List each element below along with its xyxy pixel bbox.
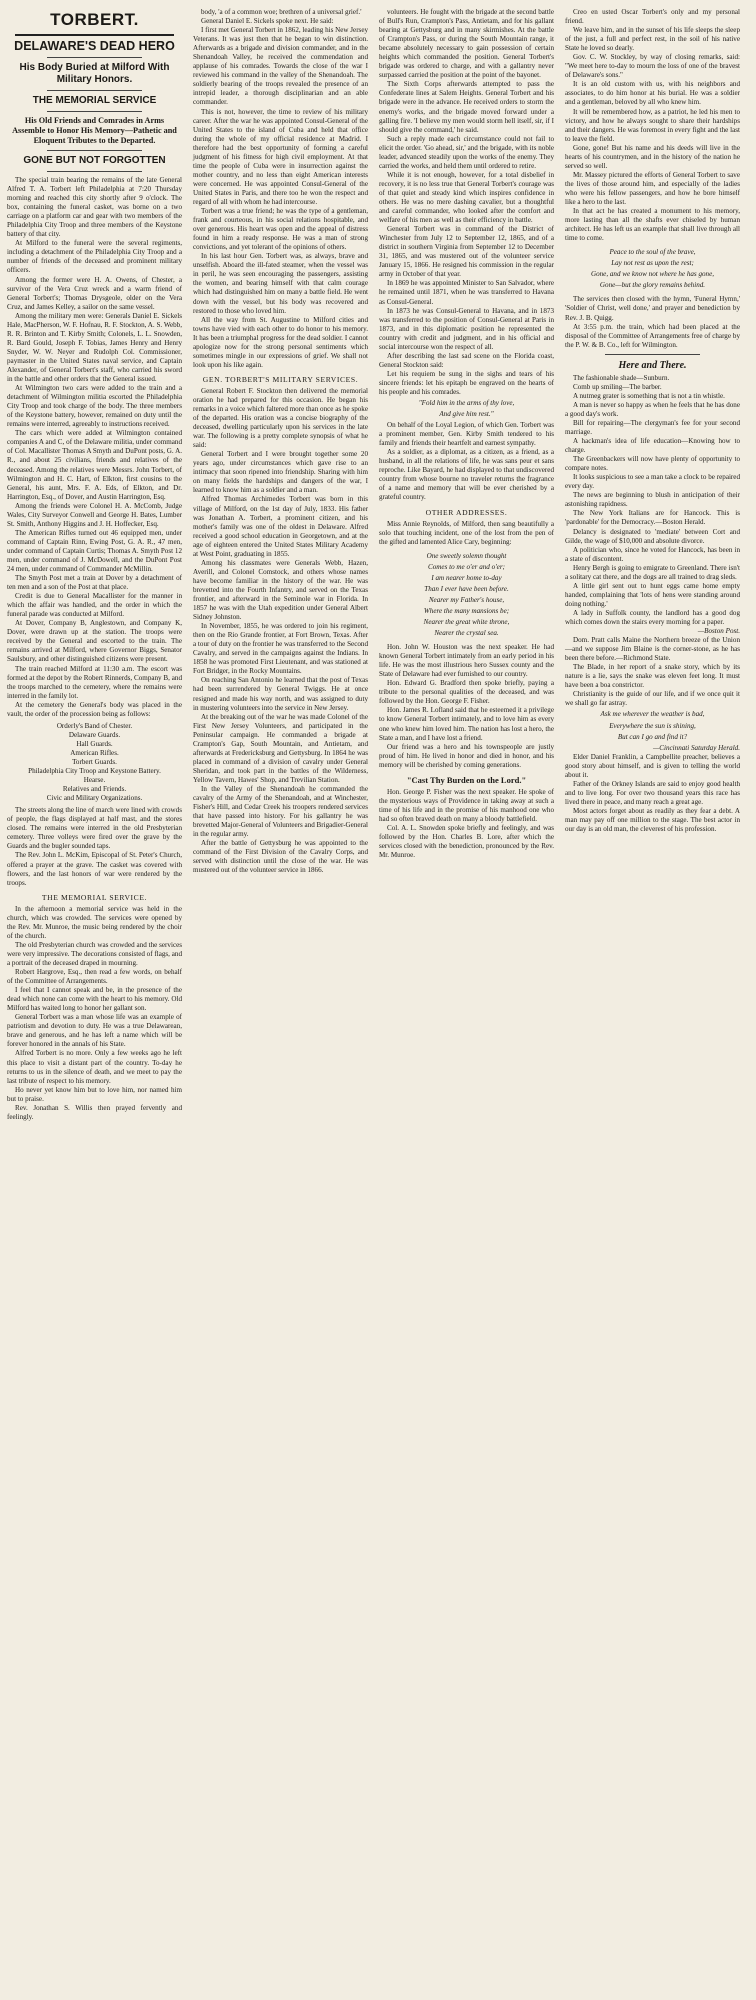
section-heading: OTHER ADDRESSES. [425,507,508,517]
paragraph: At Milford to the funeral were the several regiments, including a detachment of the Philadelphia City Troop and a number of friends of the deceased and prominent military officers. [7,239,182,275]
divider [47,171,142,172]
paragraph: Torbert was a true friend; he was the type of a gentleman, frank and courteous, in his social relations hospitable, and over generous. His heart was open and the appeal of distress found in him a ready response. He was a man of strong convictions, and yet tolerant of the opinions of others. [193,207,368,252]
paragraph: Rev. Jonathan S. Willis then prayed fervently and feelingly. [7,1103,182,1121]
paragraph: Alfred Thomas Archimedes Torbert was born in this village of Milford, on the 1st day of July, 1833. His father was Jonathan A. Torbert, a prominent citizen, and his mother's family was one of the oldest in Delaware. Alfred received a good school education in Georgetown, and at the age of eighteen entered the United States Military Academy at West Point, graduating in 1855. [193,495,368,558]
procession-item: Civic and Military Organizations. [46,794,143,803]
verse-line: Nearer the great white throne, [423,618,510,626]
verse-line: Nearer the crystal sea. [434,629,499,638]
paragraph: Col. A. L. Snowden spoke briefly and feelingly, and was followed by the Hon. Charles B. Lore, after which the services closed with the benediction, pronounced by the Rev. Mr. Munroe. [379,823,554,860]
paragraph: In 1869 he was appointed Minister to San Salvador, where he remained until 1871, when he was transferred to Havana as Consul-General. [379,279,554,306]
verse-line: Than I ever have been before. [424,584,509,593]
headline-3: THE MEMORIAL SERVICE [32,95,157,106]
paragraph: General Torbert and I were brought together some 20 years ago, under circumstances which gave rise to an intimacy that soon ripened into friendship. Sharing with him on many fields the hardships and dangers of the war, I learned to know him as a soldier and a man. [193,450,368,495]
paragraph: We leave him, and in the sunset of his life sleeps the sleep of the just, a full and perfect rest, in the soil of his native State he loved so dearly. [565,26,740,53]
paragraph: The news are beginning to blush in anticipation of their astonishing rapidness. [565,491,740,509]
paragraph: A man is never so happy as when he feels that he has done a good day's work. [565,400,740,418]
paragraph: Hon. James R. Lofland said that he esteemed it a privilege to know General Torbert intimately, and to love him as every one who knew him loved him. The nation has lost a hero, the State a man, and I have lost a friend. [379,706,554,742]
paragraph: On behalf of the Loyal Legion, of which Gen. Torbert was a prominent member, Gen. Kirby Smith tendered to his family and friends their heartfelt and earnest sympathy. [379,421,554,448]
paragraph: While it is not enough, however, for a total disbelief in recovery, it is no less true that General Torbert's courage was of that quiet and steady kind which inspires confidence in others. He was no mere dashing cavalier, but a thoughtful and careful commander, who looked after the comfort and welfare of his men as well as their efficiency in battle. [379,170,554,225]
paragraph: It is an old custom with us, with his neighbors and associates, to do him honor at his burial. He was a soldier and a gentleman, beloved by all who knew him. [565,80,740,107]
paragraph: Creo en usted Oscar Torbert's only and my personal friend. [565,8,740,26]
paragraph: At the cemetery the General's body was placed in the vault, the order of the procession being as follows: [7,700,182,718]
paragraph: Comb up smiling—The barber. [573,382,662,391]
paragraph: The services then closed with the hymn, 'Funeral Hymn,' 'Soldier of Christ, well done,' and prayer and benediction by Rev. J. B. Quigg. [565,295,740,322]
paragraph: At the breaking out of the war he was made Colonel of the First New Jersey Volunteers, and participated in the Peninsular campaign. He commanded a brigade at Crampton's Gap, South Mountain, and Antietam, and afterwards at Fredericksburg and Gettysburg. In 1864 he was placed in command of a division of cavalry under General Sheridan, and took part in the battles of the Wilderness, Yellow Tavern, Hawes' Shop, and Trevilian Station. [193,712,368,784]
paragraph: Our friend was a hero and his townspeople are justly proud of him. He lived in honor and died in honor, and his memory will be cherished by coming generations. [379,742,554,769]
paragraph: Mr. Massey pictured the efforts of General Torbert to save the lives of those around him, and especially of the ladies who were his fellow passengers, and how he bore himself like a hero to the last. [565,170,740,206]
paragraph: After the battle of Gettysburg he was appointed to the command of the First Division of the Cavalry Corps, and served with distinction until the close of the war. He was mustered out of the volunteer service in 1866. [193,839,368,875]
paragraph: Miss Annie Reynolds, of Milford, then sang beautifully a solo that touching incident, one of the lost from the pen of the gifted and lamented Alice Cary, beginning: [379,519,554,546]
paragraph: It will be remembered how, as a patriot, he led his men to victory, and how he always sought to share their hardships and their dangers. He was foremost in every fight and the last to leave the field. [565,107,740,143]
paragraph: A nutmeg grater is something that is not a tin whistle. [573,391,725,400]
paragraph: body, 'a of a common woe; brethren of a universal grief.' [201,8,362,16]
paragraph: General Torbert was in command of the District of Winchester from July 12 to September 12, 1865, and of a district in southern Virginia from September 12 to December 31, 1865, and was mustered out of the volunteer service January 15, 1866. He resigned his commission in the regular army in October of that year. [379,225,554,279]
paragraph: General Daniel E. Sickels spoke next. He said: [201,17,334,26]
procession-item: Orderly's Band of Chester. [56,721,133,730]
verse-line: And give him rest." [439,410,494,419]
paragraph: In his last hour Gen. Torbert was, as always, brave and unselfish. Aboard the ill-fated steamer, when the vessel was in peril, he was seen encouraging the passengers, assisting the women, and bearing himself with that calm courage which had distinguished him on many a battle field. He went down with the vessel, but his body was recovered and restored to those who loved him. [193,252,368,315]
paragraph: The special train bearing the remains of the late General Alfred T. A. Torbert left Philadelphia at 7:20 Thursday morning and reached this city shortly after 9 o'clock. The box, containing the funeral casket, was borne on a two carriage on a platform car and gear with two members of the Philadelphia City Troop and three members of the Keystone battery of that city. [7,176,182,239]
paragraph: The Greenbackers will now have plenty of opportunity to compare notes. [565,455,740,473]
verse-line: Gone—but the glory remains behind. [599,281,706,290]
procession-item: Torbert Guards. [72,758,117,766]
paragraph: Among the former were H. A. Owens, of Chester, a survivor of the Vera Cruz wreck and a warm friend of General Torbert's; Thomas Drysgeole, older on the Vera Cruz, and James Kelley, a sailor on the same vessel. [7,275,182,311]
verse-line: One sweetly solemn thought [426,551,507,560]
paragraph: At 3:55 p.m. the train, which had been placed at the disposal of the Committee of Arrangements free of charge by the P. W. & B. Co., left for Wilmington. [565,322,740,349]
paragraph: At Dover, Company B, Anglestown, and Company K, Dover, were drawn up at the station. The troops were received by the General and escorted to the train. The remains arrived at Milford, where Governor Biggs, Senator Saulsbury, and other distinguished citizens were present. [7,619,182,664]
section-heading: GEN. TORBERT'S MILITARY SERVICES. [202,374,359,384]
procession-item: Hearse. [83,776,106,785]
quote-heading: "Cast Thy Burden on the Lord." [406,774,527,785]
paragraph: Henry Bergh is going to emigrate to Greenland. There isn't a solitary cat there, and the dogs are all trained to drag sleds. [565,563,740,581]
procession-item: Philadelphia City Troop and Keystone Battery. [28,767,161,776]
headline-1: DELAWARE'S DEAD HERO [14,39,175,53]
procession-item: Delaware Guards. [68,730,121,739]
paragraph: The New York Italians are for Hancock. This is 'pardonable' for the Democracy.—Boston Herald. [565,509,740,527]
column-2 [190,8,371,1998]
paragraph: As a soldier, as a diplomat, as a citizen, as a friend, as a husband, in all the relations of life, he was sans peur et sans reproche. Like Bayard, he had displayed to that undiscovered country from whose bourne no traveler returns the fragrance of a name and memory that will be ever cherished by a grateful country. [379,448,554,502]
verse-line: I am nearer home to-day [431,573,502,582]
paragraph: I first met General Torbert in 1862, leading his New Jersey Veterans. It was just then that he began to win distinction. Afterwards as a brigade and division commander, and in the Shenandoah Valley, he received the commendation and applause of his comrades. Towards the close of the war I reviewed his command in the valley of the Shenandoah. The soldierly bearing of the troops revealed the presence of an intrepid leader, a thorough disciplinarian and an able commander. [193,26,369,107]
paragraph: Hon. John W. Houston was the next speaker. He had known General Torbert intimately from an early period in his life. He was the most illustrious hero Sussex county and the State of Delaware had ever furnished to our country. [379,643,554,679]
paragraph: Among the friends were Colonel H. A. McComb, Judge Wales, City Surveyor Conwell and George H. Bates, Lumber St. Smith, Anthony Higgins and J. H. Hoffecker, Esq. [7,501,182,528]
paragraph: After describing the last sad scene on the Florida coast, General Stockton said: [379,351,554,369]
verse-line: Peace to the soul of the brave, [609,248,696,257]
divider [605,354,700,355]
paragraph: Bill for repairing—The clergyman's fee for your second marriage. [565,418,740,437]
paragraph: Hon. Edward G. Bradford then spoke briefly, paying a tribute to the personal qualities of the deceased, and was followed by the Hon. George F. Fisher. [379,679,554,706]
paragraph: In the Valley of the Shenandoah he commanded the cavalry of the Army of the Shenandoah, and at Winchester, Fisher's Hill, and Cedar Creek his troopers rendered services that have passed into history. For his gallantry he was brevetted Major-General of Volunteers and Brigadier-General in the regular army. [193,784,368,839]
column-3 [376,8,557,1998]
paragraph: All the way from St. Augustine to Milford cities and towns have vied with each other to do honor to his memory. It has been a triumphal progress for the dead soldier. I cannot apologize now for the strong personal sentiments which sometimes mingle in our expressions of grief. We shall not look upon his like again. [193,315,368,369]
verse-line: Where the many mansions be; [423,606,510,615]
verse-line: Comes to me o'er and o'er; [428,562,505,571]
paragraph: Ho never yet know him but to love him, nor named him but to praise. [7,1085,182,1103]
paragraph: A politician who, since he voted for Hancock, has been in a state of discontent. [565,545,740,563]
paragraph: Let his requiem be sung in the sighs and tears of his sincere friends: let his epitaph be engraved on the hearts of his people and his comrades. [379,369,554,396]
paragraph: Such a reply made each circumstance could not fail to elicit the order. 'Go ahead, sir,' and the brigade, with its noble leader, advanced steadily upon the works of the enemy. They carried the works, and held them until ordered to retire. [379,134,554,170]
article-title: TORBERT. [50,10,139,29]
procession-item: Hall Guards. [76,739,113,748]
paragraph: I feel that I cannot speak and be, in the presence of the dead which none can come with the heart to his memory. Old Milford has waited long to honor her gallant son. [7,986,182,1013]
paragraph: volunteers. He fought with the brigade at the second battle of Bull's Run, Crampton's Pass, Antietam, and for his gallant bearing at Gettysburg and in many skirmishes. At the battle of Crampton's Pass, or during the South Mountain range, it became absolutely necessary to gain possession of certain heights which commanded the position. General Torbert's brigade was ordered to charge, and with a gallantry never surpassed carried the position at the point of the bayonet. [379,8,554,80]
paragraph: In November, 1855, he was ordered to join his regiment, then on the Rio Grande frontier, at Fort Brown, Texas. After a tour of duty on the frontier he was transferred to the Second Cavalry, and served in the campaigns against the Indians. In 1858 he was promoted First Lieutenant, and was stationed at Fort Bridger, in the Rocky Mountains. [193,622,368,676]
headline-2: His Body Buried at Milford With Military Honors. [19,62,170,85]
divider [15,34,174,36]
verse-line: Everywhere the sun is shining, [609,721,696,730]
procession-item: Relatives and Friends. [62,785,127,794]
paragraph: The Sixth Corps afterwards attempted to pass the Confederate lines at Salem Heights. General Torbert and his brigade were in the advance. He received orders to storm the enemy's works, and the brigade moved forward under a galling fire. 'I believe my men would storm hell itself, sir, if I should give the command,' he said. [379,80,554,134]
headline-4: His Old Friends and Comrades in Arms Assemble to Honor His Memory—Pathetic and Eloquent Tributes to the Departed. [12,116,177,145]
paragraph: The cars which were added at Wilmington contained companies A and C, of the Delaware militia, under command of Col. Macallister Thomas A Smyth and DuPont posts, G. A. R., and about 25 civilians, friends and relatives of the deceased. Among the relatives were Messrs. John Torbert, of Wilmington and H. C. Hart, of Elkton, first cousins to the General, his aunt, Mrs. F. A. Eds, of Elkton, and Dr. Harrington, Esq., of Dover, and Austin Harrington, Esq. [7,429,182,501]
paragraph: The streets along the line of march were lined with crowds of people, the flags displayed at half mast, and the stores closed. The remains were interred in the old Presbyterian cemetery. Three volleys were fired over the grave by the Guards and the bugler sounded taps. [7,806,182,851]
paragraph: In 1873 he was Consul-General to Havana, and in 1873 was transferred to the position of Consul-General at Paris in 1873, and in this diplomatic position he represented the country with credit and judgment, and in his official and social intercourse won the respect of all. [379,306,554,351]
verse-line: Gone, and we know not where he has gone, [590,270,715,279]
paragraph: Elder Daniel Franklin, a Campbellite preacher, believes a good story about himself, and is given to telling the world about it. [565,752,740,779]
paragraph: The Blade, in her report of a snake story, which by its nature is a lie, says the snake was eleven feet long. It must have been a boa constrictor. [565,663,740,690]
column-1 [4,8,185,1998]
paragraph: Among the military men were: Generals Daniel E. Sickels Hale, MacPherson, W. F. Hofnau, R. F. Stockton, A. S. Webb, R. R. Brinton and T. Kirby Smith; Colonels, L. L. Snowden, R. Bard Gould, Joseph F. Tobias, James Henry and Henry Snyder, W. W. Neyer and Rudolph Col. Commissioner, paymaster in the United States naval service, and Captain Alexander, of General Torbert's staff, who carried his sword in the battle and other orders that the General issued. [7,311,182,384]
paragraph: A little girl sent out to hunt eggs came home empty handed, complaining that 'lots of hens were standing around doing nothing.' [565,581,740,608]
paragraph: This is not, however, the time to review of his military career. After the war he was appointed Consul-General of the United States to the island of Cuba and held that office during the whole of my official residence at Madrid. I therefore had the best opportunity of forming a careful judgment of his fitness for high civil employment. At that time the people of Cuba were in insurrection against the mother country, and no less than eight American interests were concerned. He was appointed Consul-General of the United States in Paris, and there too he won the respect and regard of all with whom he had intercourse. [193,107,368,206]
verse-line: Lay not rest as upon the rest; [611,259,694,268]
paragraph: A lady in Suffolk county, the landlord has a good dog which comes down the stairs every morning for a paper. [565,608,740,626]
section-heading: THE MEMORIAL SERVICE. [41,892,148,902]
source-credit: —Cincinnati Saturday Herald. [652,743,740,752]
headline-5: GONE BUT NOT FORGOTTEN [23,155,166,166]
paragraph: Most actors forget about as readily as they fear a debt. A man may pay off one million to the stage. The best actor in our day is an old man, the cleverest of his profession. [565,806,740,834]
verse-line: "Fold him in the arms of thy love, [418,399,515,408]
divider [47,150,142,151]
paragraph: General Torbert was a man whose life was an example of patriotism and devotion to duty. He was a true Delawarean, brave and generous, and he has left a name which will be forever honored in the annals of his State. [7,1013,182,1049]
divider [47,90,142,91]
paragraph: Gone, gone! But his name and his deeds will live in the hearts of his countrymen, and in the history of the nation he served so well. [565,143,740,170]
paragraph: Delancy is designated to 'mediate' between Cort and Gilde, the wage of $10,000 and absolute divorce. [565,527,740,545]
paragraph: The old Presbyterian church was crowded and the services were very impressive. The decorations consisted of flags, and a portrait of the deceased draped in mourning. [7,940,182,967]
paragraph: It looks suspicious to see a man take a clock to be repaired every day. [565,473,740,491]
paragraph: The Smyth Post met a train at Dover by a detachment of ten men and a son of the Post at that place. [7,574,182,592]
verse-line: But can I go and find it? [617,732,688,741]
procession-item: American Rifles. [70,748,119,757]
paragraph: At Wilmington two cars were added to the train and a detachment of Wilmington militia escorted the Philadelphia City Troop and took charge of the body. The three members of the Keystone battery, however, remained on duty until the remains were interred, agreeably to instructions received. [7,384,182,429]
paragraph: Father of the Orkney Islands are said to enjoy good health and to live long. For over two thousand years this race has lived there in peace, and many reach a great age. [565,779,740,806]
verse-line: Nearer my Father's house, [428,595,505,604]
paragraph: Alfred Torbert is no more. Only a few weeks ago he left this place to visit a distant part of the country. To-day he returns to us in the silence of death, and we meet to pay the last tribute of respect to his memory. [7,1049,182,1085]
paragraph: In the afternoon a memorial service was held in the church, which was crowded. The services were opened by the Rev. Mr. Munroe, the music being rendered by the choir of the church. [7,904,182,940]
divider [47,111,142,112]
paragraph: General Robert F. Stockton then delivered the memorial oration he had prepared for this occasion. He began his remarks in a voice which faltered more than once as he spoke of the departed. His oration was a concise biography of the deceased, dwelling particularly upon his services in the late war. The following is a pretty complete synopsis of what he said: [193,386,368,450]
paragraph: Hon. George P. Fisher was the next speaker. He spoke of the mysterious ways of Providence in taking away at such a time of his life and in the promise of his manhood one who had so often braved death on many a bloody battlefield. [379,787,554,823]
paragraph: Among his classmates were Generals Webb, Hazen, Averill, and Colonel Comstock, and others whose names have become familiar in the history of the war. He was brevetted into the Fourth Infantry, and served on the Texas frontier, and afterward in the Seminole war in Florida. In 1857 he was with the Utah expedition under General Albert Sidney Johnston. [193,558,368,622]
paragraph: Credit is due to General Macallister for the manner in which the affair was handled, and the order in which the funeral parade was conducted at Milford. [7,592,182,619]
paragraph: In that act he has created a monument to his memory, more lasting than all the shafts ever chiseled by human architect. He has left us an example that shall live through all time to come. [565,207,740,243]
verse-line: Ask me wherever the weather is bad, [600,710,705,719]
source-credit: —Boston Post. [697,627,740,636]
section-heading: Here and There. [618,359,687,371]
paragraph: The American Rifles turned out 46 equipped men, under command of Captain Rinn, Ewing Post, G. A. R., 47 men, under command of Captain Curtis; Thomas A. Smyth Post 12 men, under command of J. McDowell, and the DuPont Post 24 men, under command of Commander McMillin. [7,528,182,574]
paragraph: Gov. C. W. Stockley, by way of closing remarks, said: "We meet here to-day to mourn the loss of one of the bravest of Delaware's sons." [565,53,740,80]
paragraph: Christianity is the guide of our life, and if we once quit it we shall go far astray. [565,690,740,708]
paragraph: The Rev. John L. McKim, Episcopal of St. Peter's Church, offered a prayer at the grave. The casket was covered with flowers, and the last honors of war were rendered by the troops. [7,851,182,887]
paragraph: The train reached Milford at 11:30 a.m. The escort was formed at the depot by the Robert Rinnerds, Company B, and the troops marched to the cemetery, where the remains were interred in the family lot. [7,664,182,700]
paragraph: On reaching San Antonio he learned that the post of Texas had been surrendered by General Twiggs. He at once resigned and made his way north, and was assigned to duty in mustering volunteers into the service in New Jersey. [193,676,368,712]
paragraph: A hackman's idea of life education—Knowing how to charge. [565,437,740,455]
paragraph: Robert Hargrove, Esq., then read a few words, on behalf of the Committee of Arrangements. [7,968,182,986]
divider [47,57,142,58]
column-4 [562,8,743,1998]
paragraph: The fashionable shade—Sunburn. [573,373,670,382]
paragraph: Dom. Pratt calls Maine the Northern breeze of the Union—and we suppose Jim Blaine is the corner-stone, as he has been there before.—Richmond State. [565,636,740,663]
